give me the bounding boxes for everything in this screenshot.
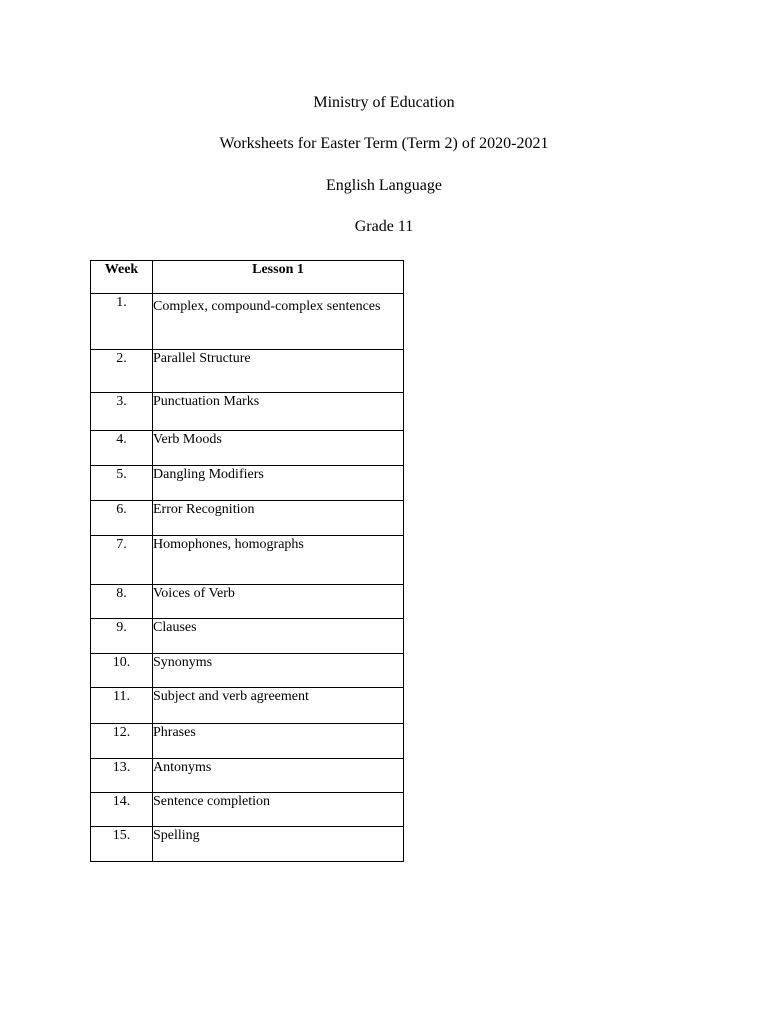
lesson-schedule-table <box>90 260 404 862</box>
week-number: 4. <box>91 431 153 466</box>
lesson-column-header: Lesson 1 <box>153 261 404 294</box>
week-number: 3. <box>91 393 153 431</box>
lesson-title: Clauses <box>153 619 404 654</box>
lesson-title: Antonyms <box>153 759 404 793</box>
lesson-title: Error Recognition <box>153 501 404 536</box>
table-header-row <box>91 261 404 294</box>
ministry-heading: Ministry of Education <box>313 94 455 111</box>
lesson-title: Synonyms <box>153 654 404 688</box>
lesson-title: Sentence completion <box>153 793 404 827</box>
week-number: 14. <box>91 793 153 827</box>
week-number: 5. <box>91 466 153 501</box>
week-number: 1. <box>91 294 153 350</box>
week-number: 7. <box>91 536 153 585</box>
week-number: 6. <box>91 501 153 536</box>
week-column-header: Week <box>91 261 153 294</box>
table-row <box>91 827 404 862</box>
lesson-title: Phrases <box>153 724 404 759</box>
week-number: 2. <box>91 350 153 393</box>
subject-heading: English Language <box>326 177 442 194</box>
week-number: 10. <box>91 654 153 688</box>
lesson-title: Dangling Modifiers <box>153 466 404 501</box>
table-row <box>91 759 404 793</box>
week-number: 11. <box>91 688 153 724</box>
worksheets-heading: Worksheets for Easter Term (Term 2) of 2020-2021 <box>219 135 549 152</box>
table-row <box>91 793 404 827</box>
lesson-title: Subject and verb agreement <box>153 688 404 724</box>
week-number: 9. <box>91 619 153 654</box>
grade-heading: Grade 11 <box>354 218 414 235</box>
week-number: 12. <box>91 724 153 759</box>
table-row <box>91 393 404 431</box>
table-row <box>91 350 404 393</box>
table-row <box>91 466 404 501</box>
table-row <box>91 585 404 619</box>
table-row <box>91 536 404 585</box>
week-number: 15. <box>91 827 153 862</box>
table-row <box>91 501 404 536</box>
table-row <box>91 294 404 350</box>
table-row <box>91 654 404 688</box>
table-row <box>91 619 404 654</box>
table-row <box>91 688 404 724</box>
lesson-title: Parallel Structure <box>153 350 404 393</box>
lesson-title: Spelling <box>153 827 404 862</box>
week-number: 13. <box>91 759 153 793</box>
lesson-title: Verb Moods <box>153 431 404 466</box>
lesson-title: Homophones, homographs <box>153 536 404 585</box>
table-row <box>91 431 404 466</box>
table-row <box>91 724 404 759</box>
lesson-title: Punctuation Marks <box>153 393 404 431</box>
week-number: 8. <box>91 585 153 619</box>
lesson-title: Voices of Verb <box>153 585 404 619</box>
lesson-title: Complex, compound-complex sentences <box>153 294 404 350</box>
